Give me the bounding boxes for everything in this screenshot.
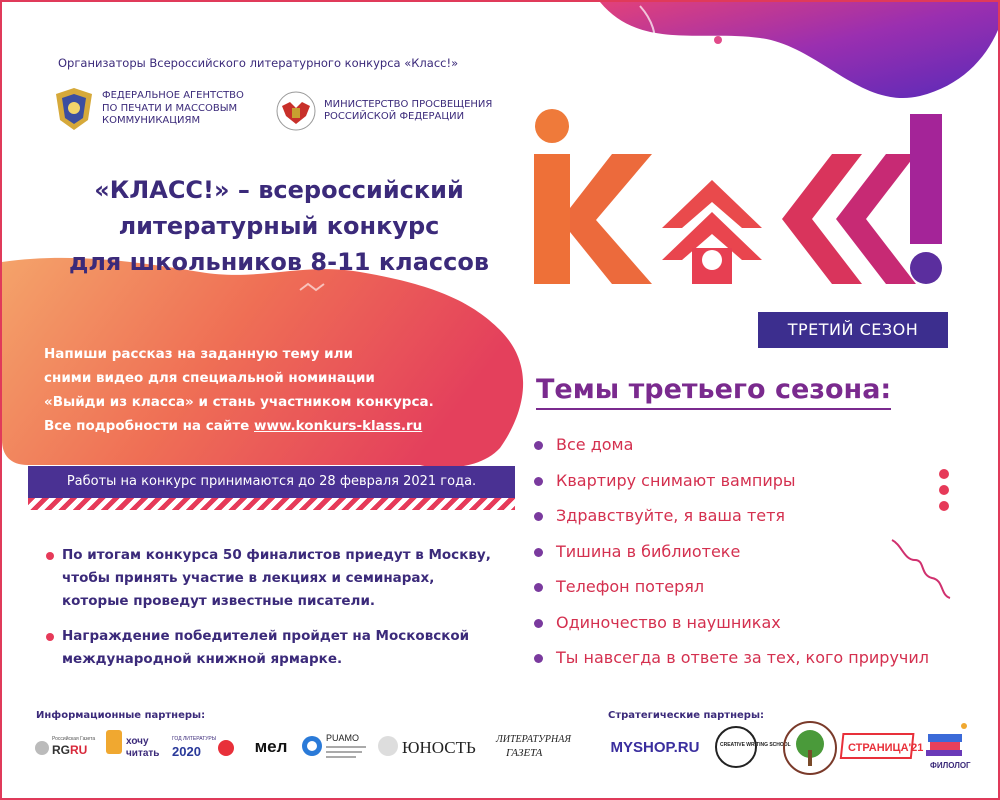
theme-item: Здравствуйте, я ваша тетя xyxy=(534,503,929,539)
info-partners-label: Информационные партнеры: xyxy=(36,710,206,721)
bullet-dot-icon xyxy=(46,633,54,641)
contest-website-link[interactable]: www.konkurs-klass.ru xyxy=(254,418,423,434)
svg-text:Российская Газета: Российская Газета xyxy=(52,736,96,742)
partner-mel-logo[interactable]: мел xyxy=(254,737,288,756)
partner-filolog-logo[interactable] xyxy=(920,716,974,772)
bullet-dot-icon xyxy=(534,619,543,628)
bullet-dot-icon xyxy=(534,548,543,557)
pitch-text: Напиши рассказ на заданную тему или сними видео для специальной номинации «Выйди из класса» и стань участником конкурса. Все подробности на сайте www.konkurs-klass.ru xyxy=(44,346,434,434)
theme-item: Ты навсегда в ответе за тех, кого приручил xyxy=(534,645,929,681)
bullet-dot-icon xyxy=(534,477,543,486)
theme-item: Тишина в библиотеке xyxy=(534,539,929,575)
svg-text:ГОД ЛИТЕРАТУРЫ: ГОД ЛИТЕРАТУРЫ xyxy=(172,736,217,742)
svg-text:ЛИТЕРАТУРНАЯ: ЛИТЕРАТУРНАЯ xyxy=(496,734,571,745)
svg-text:ЮНОСТЬ: ЮНОСТЬ xyxy=(402,738,476,757)
headline: «КЛАСС!» – всероссийский литературный конкурс для школьников 8-11 классов xyxy=(68,176,490,276)
svg-text:ГАЗЕТА: ГАЗЕТА xyxy=(506,747,543,759)
logo-dot xyxy=(535,109,569,143)
theme-item: Одиночество в наушниках xyxy=(534,610,929,646)
info-bullets xyxy=(42,544,512,683)
theme-item: Все дома xyxy=(534,432,929,468)
svg-text:2020: 2020 xyxy=(172,744,201,759)
svg-text:СТРАНИЦА'21: СТРАНИЦА'21 xyxy=(848,742,924,754)
deadline-stripes xyxy=(28,498,515,510)
ministry-eagle-emblem-icon xyxy=(272,88,320,134)
deadline-banner: Работы на конкурс принимаются до 28 февраля 2021 года. xyxy=(28,466,515,498)
season-badge: ТРЕТИЙ СЕЗОН xyxy=(758,312,948,348)
organizers-heading: Организаторы Всероссийского литературного конкурса «Класс!» xyxy=(58,56,459,70)
bullet-dot-icon xyxy=(46,552,54,560)
bullet-dot-icon xyxy=(534,583,543,592)
bullet-dot-icon xyxy=(534,512,543,521)
list-item: По итогам конкурса 50 финалистов приедут в Москву, чтобы принять участие в лекциях и семинарах, которые проведут известные писатели. xyxy=(42,544,512,613)
partner-creative-writing-school-logo[interactable] xyxy=(712,722,791,772)
partner-literaturnaya-gazeta-logo[interactable] xyxy=(494,728,578,764)
press-agency-emblem-icon xyxy=(50,86,98,132)
organizer-press-agency: ФЕДЕРАЛЬНОЕ АГЕНТСТВО ПО ПЕЧАТИ И МАССОВЫМ КОММУНИКАЦИЯМ xyxy=(50,86,272,132)
svg-text:читать: читать xyxy=(126,748,160,759)
partner-yunost-logo[interactable] xyxy=(376,728,488,764)
svg-text:RGRU: RGRU xyxy=(52,743,88,757)
themes-list xyxy=(534,432,929,681)
bullet-dot-icon xyxy=(534,654,543,663)
partner-myshop-logo[interactable]: MYSHOP.RU xyxy=(610,738,700,756)
svg-text:CREATIVE WRITING SCHOOL: CREATIVE WRITING SCHOOL xyxy=(720,742,791,748)
svg-text:хочу: хочу xyxy=(126,736,149,747)
klass-logo xyxy=(512,108,952,308)
organizer-ministry: МИНИСТЕРСТВО ПРОСВЕЩЕНИЯ РОССИЙСКОЙ ФЕДЕРАЦИИ xyxy=(272,88,494,134)
partner-hochu-chitat-logo[interactable] xyxy=(104,724,164,768)
bullet-dot-icon xyxy=(534,441,543,450)
list-item: Награждение победителей пройдет на Московской международной книжной ярмарке. xyxy=(42,625,512,671)
svg-text:PUAMO: PUAMO xyxy=(326,733,360,743)
partner-puamo-logo[interactable] xyxy=(300,726,372,766)
partner-rgru-logo[interactable] xyxy=(34,728,94,764)
partner-stranitsa-logo[interactable] xyxy=(842,728,924,764)
theme-item: Телефон потерял xyxy=(534,574,929,610)
svg-text:ФИЛОЛОГ: ФИЛОЛОГ xyxy=(930,761,971,770)
themes-title: Темы третьего сезона: xyxy=(536,372,891,410)
strategic-partners-label: Стратегические партнеры: xyxy=(608,710,764,721)
theme-item: Квартиру снимают вампиры xyxy=(534,468,929,504)
partner-god-literatury-logo[interactable] xyxy=(170,728,240,766)
partner-library-tree-logo[interactable] xyxy=(782,720,838,776)
